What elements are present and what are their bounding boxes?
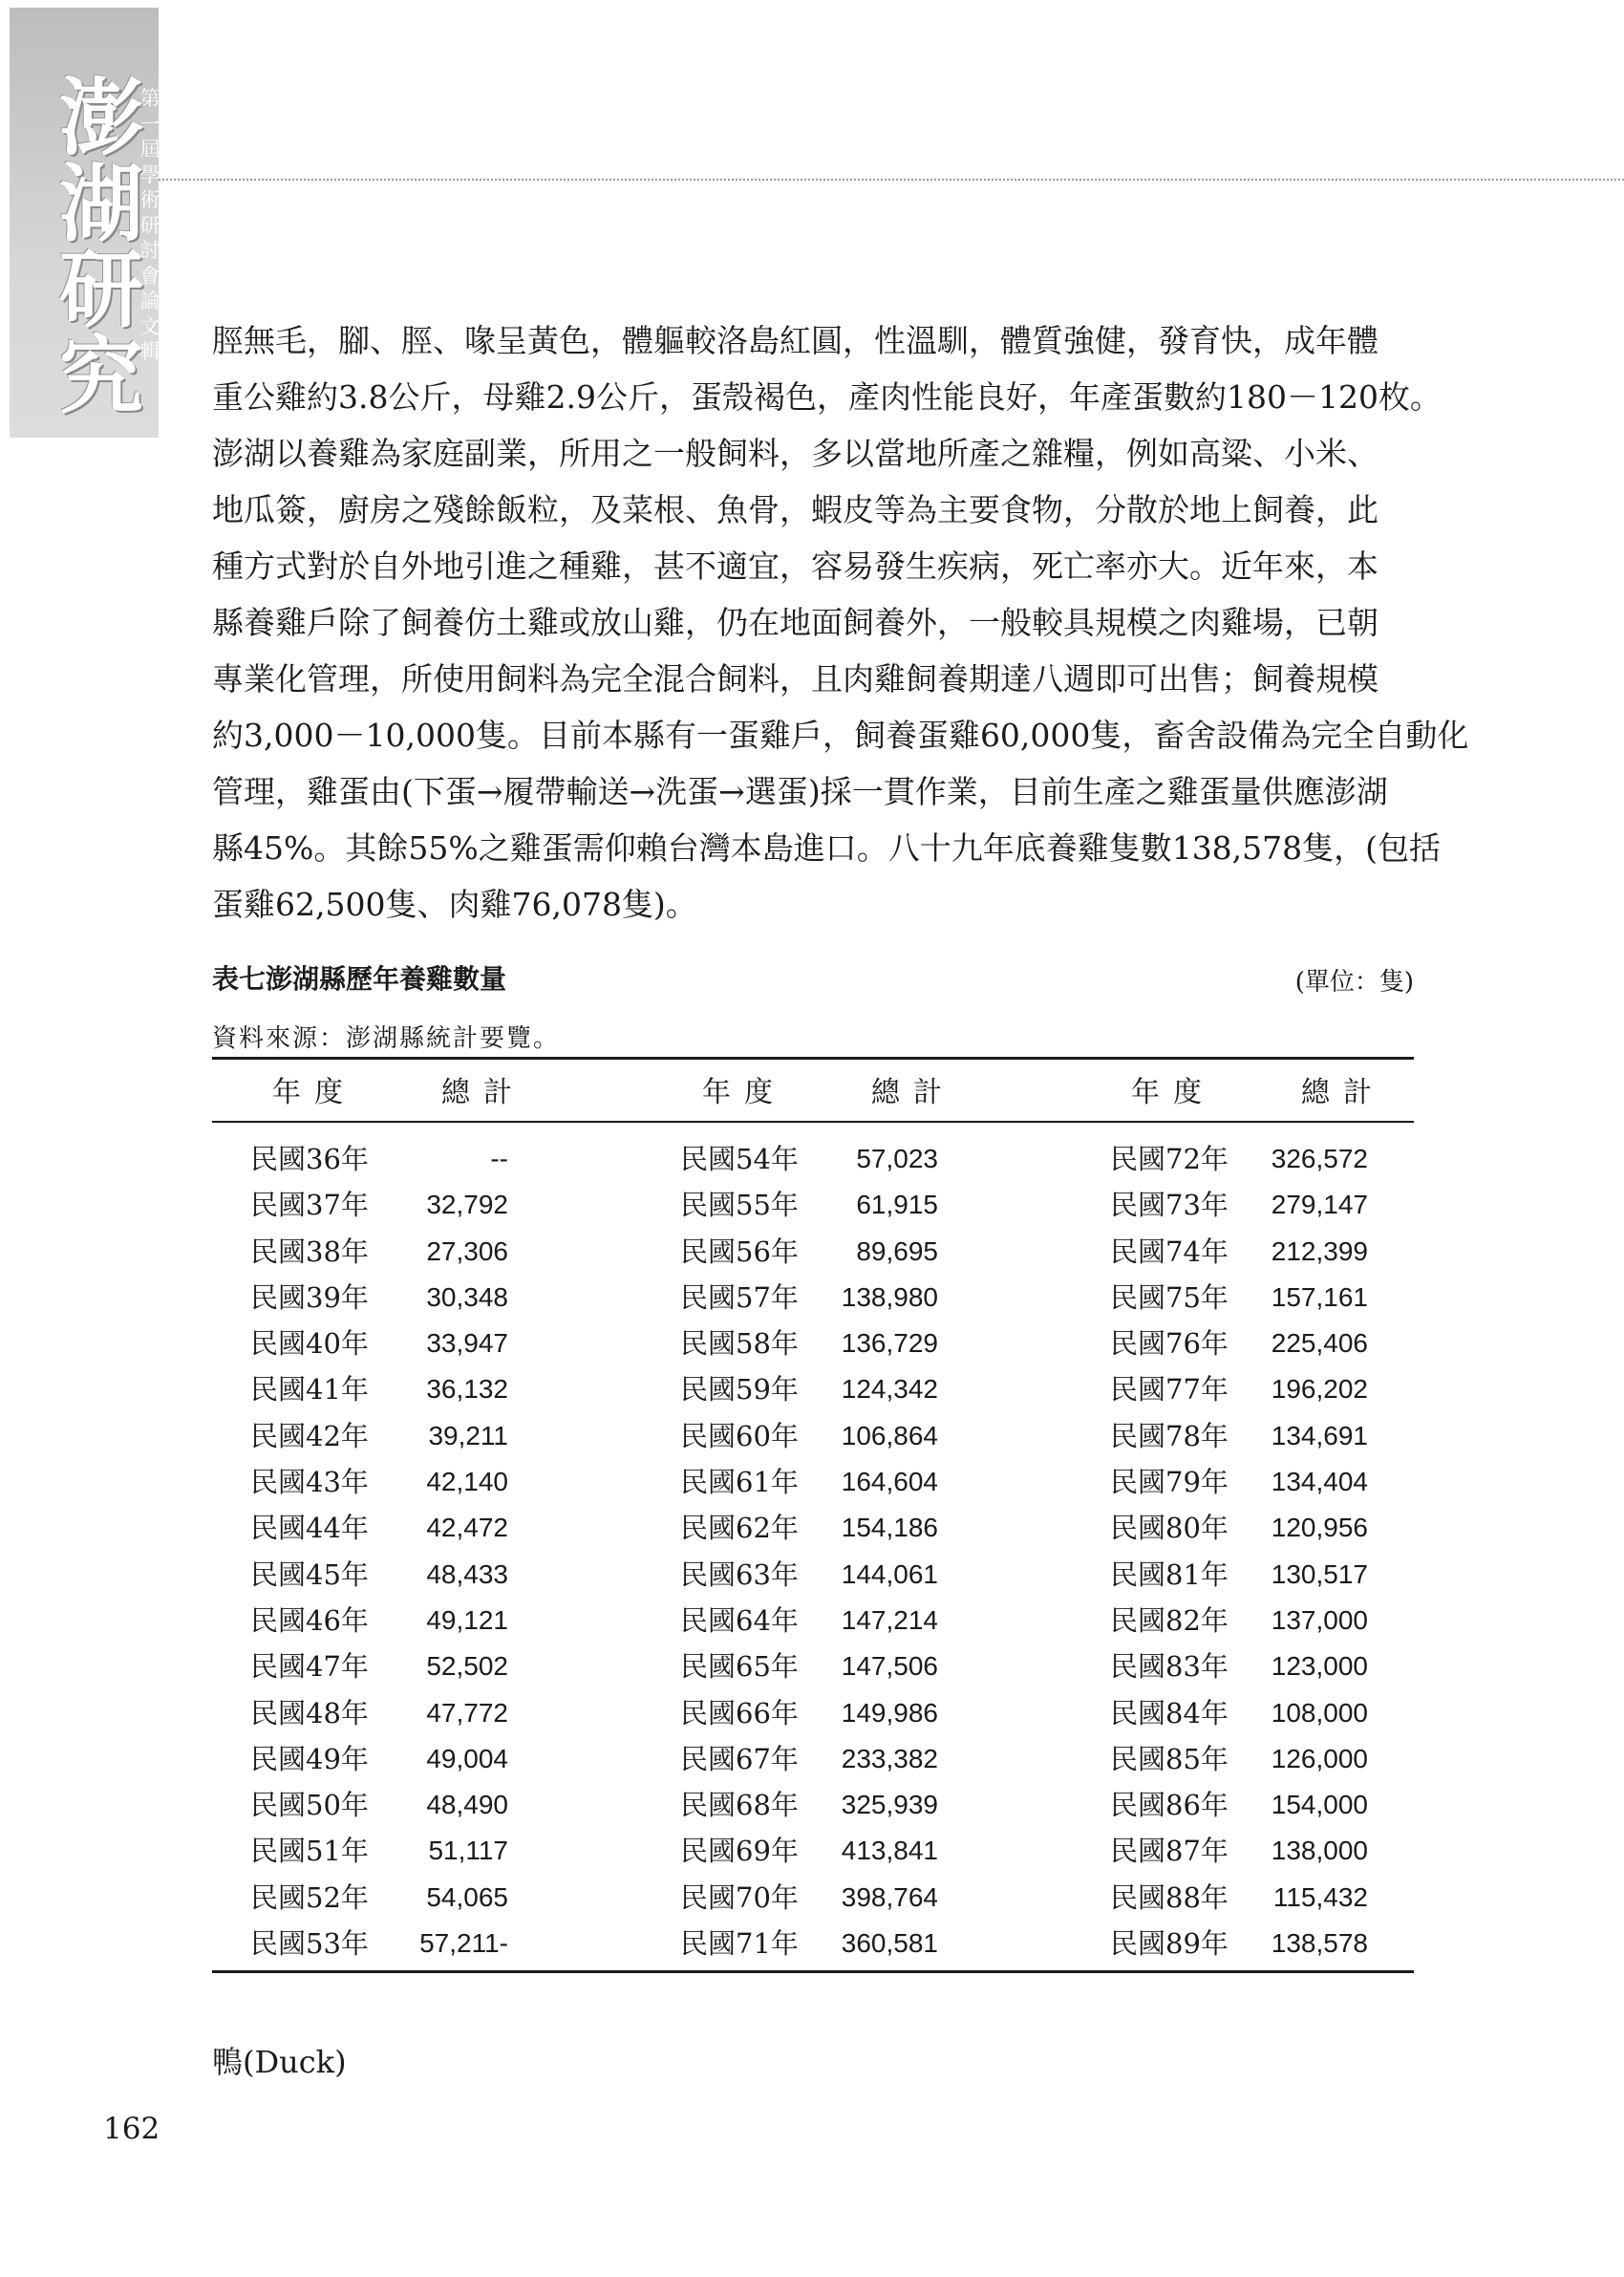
header-total: 總計 [1301,1076,1385,1109]
total-cell: 48,433 [426,1558,508,1589]
banner-subtitle-char: 輯 [139,340,160,363]
table-header-rule [212,1121,1414,1123]
total-cell: 39,211 [428,1420,508,1450]
table-row [212,1736,1414,1782]
body-line: 蛋雞62,500隻、肉雞76,078隻)。 [212,886,697,923]
total-cell: 413,841 [841,1836,938,1866]
total-cell: 42,472 [426,1513,508,1543]
total-cell: 147,506 [841,1651,938,1682]
year-cell: 民國67年 [680,1742,799,1775]
total-cell: 42,140 [426,1467,508,1497]
header-year: 年度 [272,1076,356,1109]
total-cell: 134,404 [1271,1467,1368,1497]
year-cell: 民國39年 [250,1280,369,1314]
year-cell: 民國82年 [1110,1603,1229,1637]
year-cell: 民國37年 [250,1189,369,1222]
body-line: 管理，雞蛋由(下蛋→履帶輸送→洗蛋→選蛋)採一貫作業，目前生產之雞蛋量供應澎湖 [212,773,1388,810]
year-cell: 民國88年 [1110,1880,1229,1914]
table-header [212,1068,1414,1116]
table-row [212,1782,1414,1828]
year-cell: 民國52年 [250,1880,369,1914]
year-cell: 民國42年 [250,1419,369,1452]
year-cell: 民國87年 [1110,1835,1229,1868]
total-cell: 137,000 [1271,1604,1368,1635]
total-cell: 120,956 [1271,1513,1368,1543]
total-cell: -- [490,1144,508,1173]
total-cell: 134,691 [1271,1420,1368,1450]
total-cell: 149,986 [841,1697,938,1728]
year-cell: 民國57年 [680,1280,799,1314]
banner-subtitle-char: 研 [139,213,160,237]
total-cell: 225,406 [1271,1328,1368,1359]
total-cell: 61,915 [856,1190,938,1220]
year-cell: 民國50年 [250,1789,369,1822]
table-unit: (單位：隻) [1294,968,1414,997]
banner-subtitle [139,86,161,365]
table-row [212,1321,1414,1366]
total-cell: 51,117 [428,1836,508,1866]
total-cell: 32,792 [426,1190,508,1220]
year-cell: 民國48年 [250,1696,369,1729]
total-cell: 164,604 [841,1467,938,1497]
total-cell: 52,502 [426,1651,508,1682]
year-cell: 民國59年 [680,1373,799,1407]
total-cell: 54,065 [426,1881,508,1912]
header-total: 總計 [871,1076,955,1109]
table-caption [212,958,1414,997]
banner-subtitle-char: 術 [139,188,160,211]
total-cell: 130,517 [1271,1558,1368,1589]
banner-title-char: 澎 [58,68,143,167]
side-banner [10,8,159,438]
total-cell: 147,214 [841,1604,938,1635]
total-cell: 144,061 [841,1558,938,1589]
total-cell: 123,000 [1271,1651,1368,1682]
total-cell: 33,947 [426,1328,508,1359]
total-cell: 138,578 [1271,1928,1368,1959]
table-row [212,1459,1414,1505]
total-cell: 124,342 [841,1374,938,1405]
year-cell: 民國36年 [250,1143,369,1175]
banner-title-char: 研 [58,240,143,339]
header-dotted-rule [159,179,1624,181]
total-cell: 89,695 [856,1235,938,1266]
year-cell: 民國69年 [680,1835,799,1868]
table-row [212,1875,1414,1921]
year-cell: 民國70年 [680,1880,799,1914]
table-row [212,1413,1414,1459]
year-cell: 民國56年 [680,1235,799,1268]
year-cell: 民國40年 [250,1327,369,1361]
banner-subtitle-char: 文 [139,314,160,338]
table-row [212,1275,1414,1321]
year-cell: 民國54年 [680,1143,799,1175]
table-row [212,1921,1414,1966]
body-line: 種方式對於自外地引進之種雞，甚不適宜，容易發生疾病，死亡率亦大。近年來，本 [212,548,1378,585]
table-body [212,1136,1414,1966]
banner-subtitle-char: 會 [139,264,160,288]
total-cell: 27,306 [426,1235,508,1266]
total-cell: 196,202 [1271,1374,1368,1405]
total-cell: 157,161 [1271,1281,1368,1312]
table-row [212,1366,1414,1412]
total-cell: 326,572 [1271,1144,1368,1173]
banner-subtitle-char: 討 [139,239,160,262]
year-cell: 民國71年 [680,1927,799,1961]
total-cell: 30,348 [426,1281,508,1312]
table-row [212,1229,1414,1275]
year-cell: 民國81年 [1110,1557,1229,1591]
year-cell: 民國60年 [680,1419,799,1452]
year-cell: 民國58年 [680,1327,799,1361]
body-paragraph [212,312,1469,933]
table-row [212,1182,1414,1228]
header-year: 年度 [1131,1076,1215,1109]
year-cell: 民國80年 [1110,1512,1229,1545]
year-cell: 民國76年 [1110,1327,1229,1361]
year-cell: 民國89年 [1110,1927,1229,1961]
total-cell: 154,186 [841,1513,938,1543]
total-cell: 36,132 [426,1374,508,1405]
total-cell: 49,121 [426,1604,508,1635]
total-cell: 106,864 [841,1420,938,1450]
total-cell: 360,581 [841,1928,938,1959]
year-cell: 民國66年 [680,1696,799,1729]
year-cell: 民國74年 [1110,1235,1229,1268]
total-cell: 325,939 [841,1790,938,1820]
total-cell: 398,764 [841,1881,938,1912]
year-cell: 民國47年 [250,1650,369,1684]
total-cell: 138,000 [1271,1836,1368,1866]
total-cell: 108,000 [1271,1697,1368,1728]
table-source: 資料來源：澎湖縣統計要覽。 [212,1024,561,1053]
body-line: 縣養雞戶除了飼養仿土雞或放山雞，仍在地面飼養外，一般較具規模之肉雞場，已朝 [212,604,1378,641]
total-cell: 136,729 [841,1328,938,1359]
year-cell: 民國44年 [250,1512,369,1545]
banner-subtitle-char: 屆 [139,138,160,161]
year-cell: 民國78年 [1110,1419,1229,1452]
total-cell: 57,023 [856,1144,938,1173]
section-heading: 鴨(Duck) [212,2044,347,2080]
total-cell: 57,211- [419,1928,508,1959]
year-cell: 民國49年 [250,1742,369,1775]
page-number: 162 [103,2112,160,2146]
body-line: 重公雞約3.8公斤，母雞2.9公斤，蛋殼褐色，產肉性能良好，年產蛋數約180－120枚。 [212,378,1442,416]
total-cell: 212,399 [1271,1235,1368,1266]
year-cell: 民國45年 [250,1557,369,1591]
total-cell: 126,000 [1271,1743,1368,1773]
banner-title-char: 湖 [58,154,143,253]
total-cell: 47,772 [426,1697,508,1728]
body-line: 脛無毛，腳、脛、喙呈黃色，體軀較洛島紅圓，性溫馴，體質強健，發育快，成年體 [212,322,1378,359]
year-cell: 民國85年 [1110,1742,1229,1775]
year-cell: 民國73年 [1110,1189,1229,1222]
table-row [212,1690,1414,1736]
banner-subtitle-char: 一 [139,112,160,136]
year-cell: 民國75年 [1110,1280,1229,1314]
banner-title [53,68,149,425]
banner-subtitle-char: 論 [139,290,160,312]
banner-subtitle-char: 學 [139,162,160,186]
banner-title-char: 究 [58,326,143,425]
year-cell: 民國61年 [680,1466,799,1499]
total-cell: 279,147 [1271,1190,1368,1220]
year-cell: 民國65年 [680,1650,799,1684]
body-line: 澎湖以養雞為家庭副業，所用之一般飼料，多以當地所產之雜糧，例如高粱、小米、 [212,435,1378,472]
year-cell: 民國46年 [250,1603,369,1637]
year-cell: 民國41年 [250,1373,369,1407]
year-cell: 民國86年 [1110,1789,1229,1822]
body-line: 專業化管理，所使用飼料為完全混合飼料，且肉雞飼養期達八週即可出售；飼養規模 [212,660,1378,698]
year-cell: 民國64年 [680,1603,799,1637]
table-title: 表七澎湖縣歷年養雞數量 [212,963,507,995]
table-row [212,1505,1414,1551]
year-cell: 民國62年 [680,1512,799,1545]
total-cell: 48,490 [426,1790,508,1820]
year-cell: 民國53年 [250,1927,369,1961]
year-cell: 民國63年 [680,1557,799,1591]
year-cell: 民國43年 [250,1466,369,1499]
year-cell: 民國77年 [1110,1373,1229,1407]
header-year: 年度 [702,1076,786,1109]
total-cell: 233,382 [841,1743,938,1773]
body-line: 約3,000－10,000隻。目前本縣有一蛋雞戶，飼養蛋雞60,000隻，畜舍設備為完全自動化 [212,717,1469,754]
total-cell: 154,000 [1271,1790,1368,1820]
year-cell: 民國83年 [1110,1650,1229,1684]
header-total: 總計 [441,1076,525,1109]
year-cell: 民國38年 [250,1235,369,1268]
table-top-rule [212,1057,1414,1060]
table-bottom-rule [212,1970,1414,1973]
body-line: 地瓜簽，廚房之殘餘飯粒，及菜根、魚骨，蝦皮等為主要食物，分散於地上飼養，此 [212,491,1378,528]
table-row [212,1136,1414,1182]
table-row [212,1643,1414,1689]
year-cell: 民國84年 [1110,1696,1229,1729]
table-row [212,1598,1414,1643]
total-cell: 115,432 [1272,1881,1368,1912]
banner-subtitle-char: 第 [139,87,160,110]
year-cell: 民國55年 [680,1189,799,1222]
total-cell: 138,980 [841,1281,938,1312]
total-cell: 49,004 [426,1743,508,1773]
year-cell: 民國72年 [1110,1143,1229,1175]
year-cell: 民國79年 [1110,1466,1229,1499]
body-line: 縣45%。其餘55%之雞蛋需仰賴台灣本島進口。八十九年底養雞隻數138,578隻，(包括 [212,829,1442,867]
table-row [212,1552,1414,1598]
table-row [212,1828,1414,1874]
year-cell: 民國68年 [680,1789,799,1822]
year-cell: 民國51年 [250,1835,369,1868]
